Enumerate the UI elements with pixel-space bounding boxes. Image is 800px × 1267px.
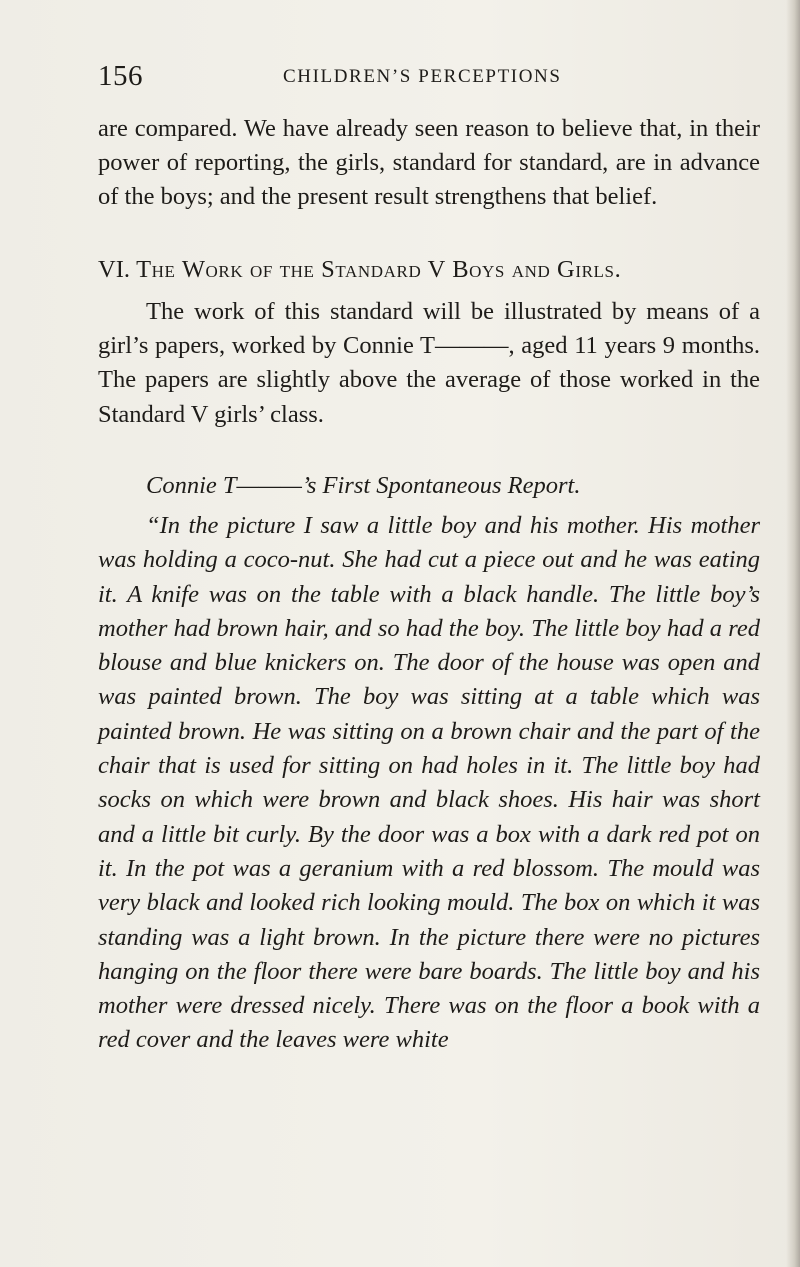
report-text: “In the picture I saw a little boy and his mother. His mother was holding a coco-nut. She had cut a piece out and he was eating it. A knife was on the table with a black handle. The little boy’s mother had brown hair, and so had the boy. The little boy had a red blouse and blue knickers on. The door of the house was open and was painted brown. The boy was sitting at a table which was painted brown. He was sitting on a brown chair and the part of the chair that is used for sitting on had holes in it. The little boy had socks on which were brown and black shoes. His hair was short and a little bit curly. By the door was a box with a dark red pot on it. In the pot was a geranium with a red blossom. The mould was very black and looked rich looking mould. The box on which it was standing was a light brown. In the picture there were no pictures hanging on the floor there were bare boards. The little boy and his mother were dressed nicely. There was on the floor a book with a red cover and the leaves were white [98, 512, 760, 1054]
page-edge-shadow [786, 0, 800, 1267]
intro-paragraph-text: The work of this standard will be illustrated by means of a girl’s papers, worked by Connie T———, aged 11 years 9 months. The papers are slightly above the average of those worked in the Standard V girls’ class. [98, 298, 760, 428]
page-number: 156 [98, 60, 143, 92]
running-title: CHILDREN’S PERCEPTIONS [283, 66, 562, 87]
section-title: The Work of the Standard V Boys and Girls. [136, 256, 622, 283]
report-title: Connie T———’s First Spontaneous Report. [146, 472, 581, 499]
intro-paragraph [98, 295, 760, 432]
report-paragraph [98, 509, 760, 1058]
paragraph-continuation: are compared. We have already seen reason to believe that, in their power of reporting, the girls, standard for standard, are in advance of the boys; and the present result strengthens that belief. [98, 115, 760, 211]
section-heading [98, 253, 760, 287]
section-number: VI. [98, 256, 130, 283]
page-header [98, 60, 758, 100]
